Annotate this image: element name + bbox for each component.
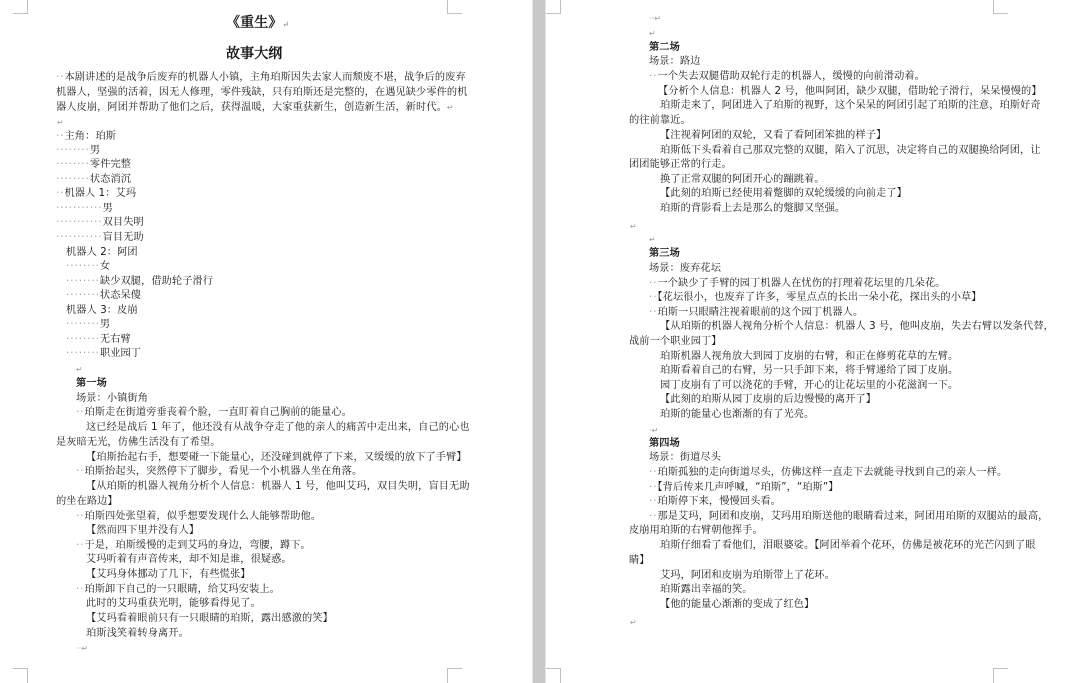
scene-line: 【艾玛身体挪动了几下，有些慌张】 <box>86 569 251 580</box>
document-page-1[interactable] <box>0 0 532 683</box>
paragraph-mark: ↵ <box>630 222 637 231</box>
scene-line: ··那是艾玛，阿团和皮崩，艾玛用珀斯送他的眼睛看过来，阿团用珀斯的双腿站的最高， <box>649 511 1049 522</box>
scene-line: 艾玛听着有声音传来，却不知是谁，很疑惑。 <box>86 554 292 565</box>
intro-paragraph: 器人皮崩，阿团并帮助了他们之后，获得温暖，大家重获新生，创造新生活，新时代。↵ <box>56 102 454 113</box>
scene-line: ··一个失去双腿借助双轮行走的机器人，缓慢的向前滑动着。 <box>649 71 925 82</box>
scene-line: 珀斯低下头看着自己那双完整的双腿，陷入了沉思，决定将自己的双腿换给阿团，让 <box>660 145 1041 156</box>
scene-setting: 场景：路边 <box>649 56 701 67</box>
paragraph-mark: ··↵ <box>649 14 662 23</box>
paragraph-mark: ↵ <box>649 235 656 244</box>
character-trait: ········女 <box>66 261 111 272</box>
scene-line: 园丁皮崩有了可以浇花的手臂，开心的让花坛里的小花滋润一下。 <box>660 380 959 391</box>
scene-line: ··珀斯停下来，慢慢回头看。 <box>649 496 781 507</box>
character-trait: ········男 <box>56 145 101 156</box>
page-corner-mark <box>447 0 462 14</box>
scene-line: ··【花坛很小，也废弃了许多，零星点点的长出一朵小花，探出头的小草】 <box>649 292 982 303</box>
paragraph-mark: ↵ <box>57 118 64 127</box>
scene-line: 皮崩用珀斯的右臂朝他挥手。 <box>629 525 763 536</box>
scene-setting: 场景：小镇街角 <box>76 393 149 404</box>
scene-heading: 第四场 <box>649 438 680 449</box>
scene-line: 【此刻的珀斯从园丁皮崩的后边慢慢的离开了】 <box>660 394 877 405</box>
scene-line: 【艾玛看着眼前只有一只眼睛的珀斯，露出感激的笑】 <box>86 613 333 624</box>
scene-line: 珀斯看着自己的右臂，另一只手卸下来，将手臂递给了园丁皮崩。 <box>660 365 959 376</box>
intro-paragraph: 机器人，坚强的活着，因无人修理，零件残缺，只有珀斯还是完整的，在遇见缺少零件的机 <box>56 87 468 98</box>
character-trait: ········职业园丁 <box>66 348 142 359</box>
scene-line: 珀斯机器人视角放大到园丁皮崩的右臂，和正在修剪花草的左臂。 <box>660 351 959 362</box>
character-label: ··主角：珀斯 <box>56 131 116 142</box>
scene-line: 【从珀斯的机器人视角分析个人信息：机器人 3 号，他叫皮崩，失去右臂以发条代替， <box>660 321 1054 332</box>
scene-line: ··珀斯四处张望着，似乎想要发现什么人能够帮助他。 <box>76 511 322 522</box>
scene-heading: 第一场 <box>76 378 107 389</box>
character-trait: ···········盲目无助 <box>56 232 144 243</box>
scene-setting: 场景：街道尽头 <box>649 452 722 463</box>
scene-line: ··于是，珀斯缓慢的走到艾玛的身边，弯腰，蹲下。 <box>76 540 311 551</box>
scene-line: ··珀斯走在街道旁垂丧着个脸，一直盯着自己胸前的能量心。 <box>76 407 352 418</box>
scene-line: 这已经是战后 1 年了，他还没有从战争夺走了他的亲人的痛苦中走出来，自己的心也 <box>86 422 470 433</box>
paragraph-mark: ↵ <box>76 365 83 374</box>
paragraph-mark: ↵ <box>630 618 637 627</box>
scene-line: 是灰暗无光，仿佛生活没有了希望。 <box>56 437 221 448</box>
character-trait: ········缺少双腿，借助轮子滑行 <box>66 276 214 287</box>
page-corner-mark <box>447 668 462 683</box>
scene-line: 的往前靠近。 <box>629 115 691 126</box>
scene-line: ··珀斯抬起头，突然停下了脚步，看见一个小机器人坐在角落。 <box>76 466 363 477</box>
document-subtitle: 故事大纲 <box>226 46 283 62</box>
page-gutter <box>532 0 546 683</box>
paragraph-mark: ·↵ <box>649 426 659 435</box>
scene-line: 团团能够正常的行走。 <box>629 159 732 170</box>
paragraph-mark: ↵ <box>649 29 656 38</box>
paragraph-mark: ··↵ <box>76 644 89 653</box>
character-trait: ········状态呆傻 <box>66 290 142 301</box>
scene-line: 珀斯浅笑着转身离开。 <box>86 628 189 639</box>
page-corner-mark <box>993 668 1008 683</box>
scene-line: ··珀斯孤独的走向街道尽头，仿佛这样一直走下去就能寻找到自己的亲人一样。 <box>649 467 1008 478</box>
scene-line: 【他的能量心渐渐的变成了红色】 <box>660 599 815 610</box>
scene-line: 珀斯仔细看了看他们，泪眼婆娑。【阿团举着个花环，仿佛是被花环的光芒闪到了眼 <box>660 540 1036 551</box>
character-trait: ········无右臂 <box>66 334 131 345</box>
scene-line: 【此刻的珀斯已经使用着蹩脚的双轮缓缓的向前走了】 <box>660 188 907 199</box>
scene-setting: 场景：废弃花坛 <box>649 263 722 274</box>
scene-line: 此时的艾玛重获光明，能够看得见了。 <box>86 598 261 609</box>
scene-line: 【分析个人信息：机器人 2 号，他叫阿团，缺少双腿，借助轮子滑行，呆呆慢慢的】 <box>658 86 1042 97</box>
scene-line: 睛】 <box>629 555 650 566</box>
scene-line: 【注视着阿团的双轮，又看了看阿团笨拙的样子】 <box>660 130 887 141</box>
scene-line: ··珀斯一只眼睛注视着眼前的这个园丁机器人。 <box>649 307 864 318</box>
scene-line: 【从珀斯的机器人视角分析个人信息：机器人 1 号，他叫艾玛，双目失明，盲目无助 <box>86 481 470 492</box>
document-page-2[interactable] <box>546 0 1080 683</box>
scene-line: ··珀斯卸下自己的一只眼睛，给艾玛安装上。 <box>76 584 280 595</box>
scene-line: 【然而四下里并没有人】 <box>86 525 200 536</box>
scene-line: 【珀斯抬起右手，想要碰一下能量心，还没碰到就停了下来，又缓缓的放下了手臂】 <box>86 452 467 463</box>
character-label: 机器人 2：阿团 <box>66 247 138 258</box>
scene-line: 珀斯露出幸福的笑。 <box>660 584 753 595</box>
scene-line: 珀斯的背影看上去是那么的蹩脚又坚强。 <box>660 203 846 214</box>
character-trait: ········零件完整 <box>56 159 132 170</box>
page-corner-mark <box>13 0 28 14</box>
page-corner-mark <box>993 0 1008 14</box>
character-label: ··机器人 1：艾玛 <box>56 188 137 199</box>
character-trait: ···········男 <box>56 203 113 214</box>
page-corner-mark <box>546 0 561 14</box>
scene-line: ··【背后传来几声呼喊，“珀斯”，“珀斯”】 <box>649 482 839 493</box>
scene-line: 珀斯的能量心也渐渐的有了光亮。 <box>660 409 815 420</box>
scene-heading: 第三场 <box>649 248 680 259</box>
scene-line: 战前一个职业园丁】 <box>629 336 722 347</box>
page-corner-mark <box>546 668 561 683</box>
page-corner-mark <box>13 668 28 683</box>
scene-line: 换了正常双腿的阿团开心的蹦跳着。 <box>660 174 825 185</box>
scene-heading: 第二场 <box>649 42 680 53</box>
scene-line: 艾玛，阿团和皮崩为珀斯带上了花环。 <box>660 570 835 581</box>
character-trait: ········状态消沉 <box>56 174 132 185</box>
character-trait: ········男 <box>66 319 111 330</box>
character-label: 机器人 3：皮崩 <box>66 305 138 316</box>
scene-line: ··一个缺少了手臂的园丁机器人在忧伤的打理着花坛里的几朵花。 <box>649 278 946 289</box>
scene-line: 珀斯走来了，阿团进入了珀斯的视野，这个呆呆的阿团引起了珀斯的注意，珀斯好奇 <box>660 100 1041 111</box>
intro-paragraph: ··本剧讲述的是战争后废弃的机器人小镇，主角珀斯因失去家人而颓废不堪，战争后的废弃 <box>56 72 466 83</box>
document-title: 《重生》↵ <box>226 15 290 31</box>
character-trait: ···········双目失明 <box>56 217 144 228</box>
scene-line: 的坐在路边】 <box>56 496 118 507</box>
